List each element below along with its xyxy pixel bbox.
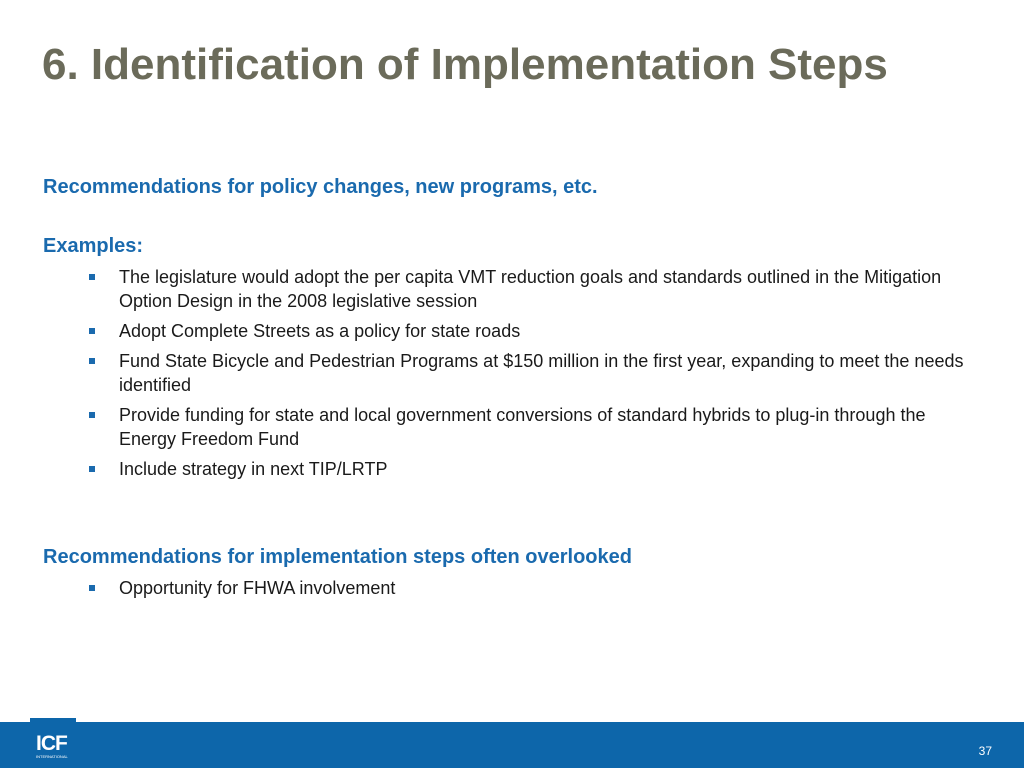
list-item-text: Fund State Bicycle and Pedestrian Programs at $150 million in the first year, expanding to meet the needs identified xyxy=(119,351,964,395)
list-item-text: Opportunity for FHWA involvement xyxy=(119,578,396,598)
icf-logo xyxy=(36,734,76,762)
overlooked-steps-heading: Recommendations for implementation steps often overlooked xyxy=(43,546,632,568)
list-item-text: Adopt Complete Streets as a policy for state roads xyxy=(119,321,521,341)
square-bullet-icon xyxy=(89,466,95,472)
square-bullet-icon xyxy=(89,274,95,280)
square-bullet-icon xyxy=(89,585,95,591)
examples-heading: Examples: xyxy=(43,235,144,257)
list-item-text: Provide funding for state and local government conversions of standard hybrids to plug-in through the Energy Freedom Fund xyxy=(119,405,926,449)
list-item xyxy=(86,576,966,600)
overlooked-list xyxy=(86,576,966,606)
list-item xyxy=(86,349,966,397)
list-item xyxy=(86,265,966,313)
square-bullet-icon xyxy=(89,328,95,334)
logo-subtext: INTERNATIONAL xyxy=(36,754,68,759)
square-bullet-icon xyxy=(89,358,95,364)
list-item-text: Include strategy in next TIP/LRTP xyxy=(119,459,388,479)
footer-bar xyxy=(0,722,1024,768)
list-item xyxy=(86,457,966,481)
logo-text: ICF xyxy=(36,732,67,755)
slide-title: 6. Identification of Implementation Steps xyxy=(42,40,888,89)
list-item xyxy=(86,319,966,343)
page-number: 37 xyxy=(978,744,992,758)
list-item-text: The legislature would adopt the per capita VMT reduction goals and standards outlined in the Mitigation Option Design in the 2008 legislative session xyxy=(119,267,942,311)
square-bullet-icon xyxy=(89,412,95,418)
list-item xyxy=(86,403,966,451)
policy-recommendations-heading: Recommendations for policy changes, new programs, etc. xyxy=(43,176,598,198)
examples-list xyxy=(86,265,966,487)
